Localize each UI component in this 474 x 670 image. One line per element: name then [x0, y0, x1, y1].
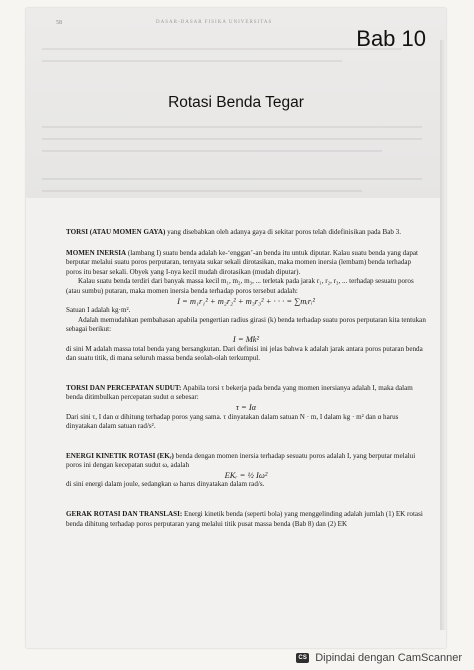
body-text: [66, 228, 426, 529]
paragraph-energi-2: di sini energi dalam joule, sedangkan ω harus dinyatakan dalam rad/s.: [66, 480, 265, 489]
running-head: DASAR-DASAR FISIKA UNIVERSITAS: [156, 20, 273, 25]
paragraph-girasi-2: di sini M adalah massa total benda yang bersangkutan. Dari definisi ini jelas bahwa k adalah jarak antara poros putaran benda dan suatu titik, di mana seluruh massa benda seolah-olah terkumpul.: [66, 344, 423, 363]
camscanner-icon: CS: [296, 653, 309, 663]
paragraph-inersia-2: Kalau suatu benda terdiri dari banyak massa kecil m₁, m₂, m₃, ... terletak pada jarak r₁, r₂, r₃, ... terhadap sesuatu poros (atau sumbu) putaran, maka momen inersia benda terhadap poros tersebut adalah:: [66, 277, 414, 295]
paragraph-gerak: GERAK ROTASI DAN TRANSLASI: Energi kinetik benda (seperti bola) yang menggelinding adalah jumlah (1) EK rotasi benda dihitung terhadap poros perputaran yang melalui titik pusat massa benda (Bab 8) dan (2) EK: [66, 510, 423, 528]
paragraph-torsi: TORSI (ATAU MOMEN GAYA) yang disebabkan oleh adanya gaya di sekitar poros telah didefinisikan pada Bab 3.: [66, 228, 401, 236]
faded-text-line: [42, 150, 382, 152]
chapter-label: Bab 10: [356, 26, 426, 51]
heading-gerak: GERAK ROTASI DAN TRANSLASI:: [66, 510, 183, 519]
heading-inersia: MOMEN INERSIA: [66, 248, 127, 257]
faded-text-line: [42, 178, 422, 180]
page-number: 58: [56, 20, 62, 26]
faded-text-line: [42, 190, 362, 192]
equation-inertia-sum: I = m₁r₁² + m₂r₂² + m₃r₃² + · · · = ∑mᵢrᵢ²: [177, 295, 315, 306]
heading-energi: ENERGI KINETIK ROTASI (EKᵣ): [66, 451, 174, 460]
faded-text-line: [42, 138, 422, 140]
chapter-title: Rotasi Benda Tegar: [168, 94, 304, 111]
scanner-watermark: [296, 652, 462, 664]
faded-text-line: [42, 60, 342, 62]
heading-percepatan: TORSI DAN PERCEPATAN SUDUT:: [66, 383, 182, 392]
equation-energi: EKᵣ = ½ Iω²: [224, 469, 268, 480]
document-page: [26, 8, 446, 648]
paragraph-percepatan: TORSI DAN PERCEPATAN SUDUT: Apabila torsi τ bekerja pada benda yang momen inersianya adalah I, maka dalam benda ditimbulkan percepatan sudut α sebesar:: [66, 383, 413, 402]
faded-text-line: [42, 48, 402, 50]
faded-text-line: [42, 126, 422, 128]
heading-torsi: TORSI (ATAU MOMEN GAYA): [66, 228, 166, 236]
equation-torsi: τ = Iα: [235, 401, 257, 412]
satuan-inersia: Satuan I adalah kg·m².: [66, 306, 131, 315]
paragraph-inersia: MOMEN INERSIA (lambang I) suatu benda adalah ke-‘enggan’-an benda itu untuk diputar. Kalau suatu benda yang dapat berputar melalui suatu poros perputaran, ternyata sukar sekali dirotasikan, maka momen inersia (lembam) benda terhadap poros itu besar sekali. Obyek yang I-nya kecil mudah dirotasikan (mudah diputar).: [66, 248, 419, 276]
page-edge-shadow: [440, 40, 446, 630]
paragraph-percepatan-2: Dari sini τ, I dan α dihitung terhadap poros yang sama. τ dinyatakan dalam satuan N · m, I dalam kg · m² dan α harus dinyatakan dalam satuan rad/s².: [66, 412, 399, 431]
paragraph-girasi: Adalah memudahkan pembahasan apabila pengertian radius girasi (k) benda terhadap suatu poros perputaran kita tentukan sebagai berikut:: [66, 315, 426, 334]
paragraph-energi: ENERGI KINETIK ROTASI (EKᵣ) benda dengan momen inersia terhadap sesuatu poros adalah I, yang berputar melalui poros ini dengan kecepatan sudut ω, adalah: [66, 451, 416, 470]
scanner-text: Dipindai dengan CamScanner: [315, 652, 462, 664]
equation-radius-girasi: I = Mk²: [232, 333, 260, 344]
